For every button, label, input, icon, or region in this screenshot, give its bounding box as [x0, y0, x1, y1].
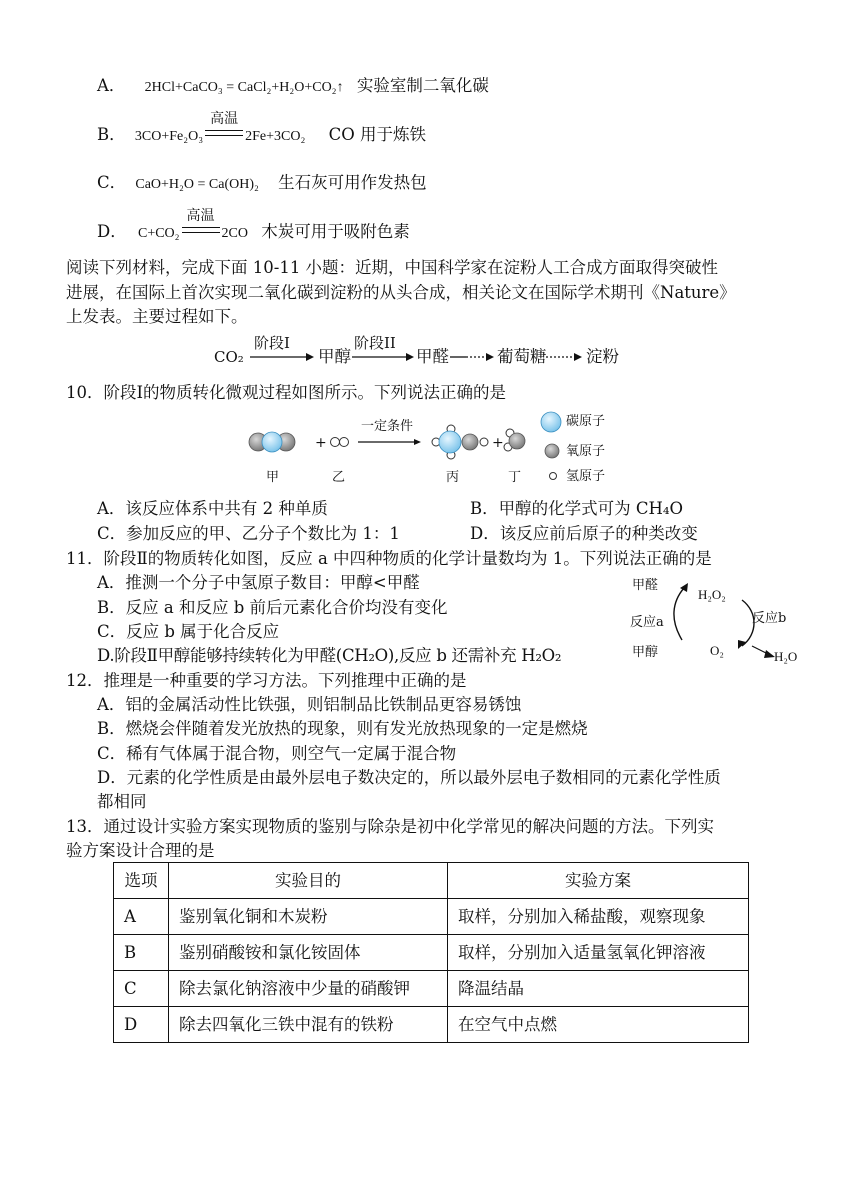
q10-label-yi: 乙 — [332, 470, 346, 485]
process-co2: CO₂ — [214, 348, 244, 366]
header-plan: 实验方案 — [448, 863, 749, 899]
q11-reaction-b: 反应b — [752, 611, 787, 626]
process-flow — [214, 330, 654, 370]
q11-option-b: B．反应 a 和反应 b 前后元素化合价均没有变化 — [97, 598, 448, 617]
q9-d-condition: 高温 — [186, 208, 215, 224]
q10-stem: 10．阶段Ⅰ的物质转化微观过程如图所示。下列说法正确的是 — [66, 383, 507, 402]
q11-formaldehyde: 甲醛 — [632, 578, 659, 593]
reading-line-1: 阅读下列材料，完成下面 10-11 小题：近期，中国科学家在淀粉人工合成方面取得突破性 — [66, 258, 719, 277]
atom-legend — [541, 412, 561, 480]
q11-h2o2: H₂O₂ — [698, 587, 726, 602]
q9-d-desc: 木炭可用于吸附色素 — [261, 222, 410, 241]
table-header-row — [114, 863, 749, 899]
q9-c-reaction: CaO+H₂O = Ca(OH)₂ — [135, 177, 259, 192]
row-c-option: C — [114, 971, 169, 1007]
q9-a-label: A． — [97, 76, 126, 95]
q11-cycle-diagram — [630, 572, 810, 664]
q12-option-a: A．铝的金属活动性比铁强，则铝制品比铁制品更容易锈蚀 — [97, 695, 522, 714]
q11-reaction-a: 反应a — [630, 615, 664, 630]
q12-option-d-line1: D．元素的化学性质是由最外层电子数决定的，所以最外层电子数相同的元素化学性质 — [97, 768, 721, 787]
q9-option-c — [97, 172, 427, 196]
process-glucose: 葡萄糖 — [497, 347, 547, 366]
q9-d-label: D． — [97, 222, 127, 241]
row-d-option: D — [114, 1007, 169, 1043]
q13-stem-line2: 验方案设计合理的是 — [66, 841, 215, 860]
q9-option-d — [97, 208, 410, 245]
reading-line-3: 上发表。主要过程如下。 — [66, 307, 248, 326]
q9-option-a — [97, 75, 489, 99]
q9-c-label: C． — [97, 173, 127, 192]
q10-option-c: C．参加反应的甲、乙分子个数比为 1：1 — [97, 524, 400, 543]
row-c-plan: 降温结晶 — [448, 971, 749, 1007]
q10-condition: 一定条件 — [361, 419, 414, 434]
q11-option-c: C．反应 b 属于化合反应 — [97, 622, 280, 641]
process-stage2: 阶段II — [354, 334, 396, 352]
q12-option-c: C．稀有气体属于混合物，则空气一定属于混合物 — [97, 744, 457, 763]
table-row — [114, 899, 749, 935]
q9-option-b — [97, 111, 426, 148]
q9-d-right: 2CO — [221, 226, 248, 241]
row-d-plan: 在空气中点燃 — [448, 1007, 749, 1043]
q12-option-d-line2: 都相同 — [97, 792, 147, 811]
row-c-purpose: 除去氯化钠溶液中少量的硝酸钾 — [169, 971, 448, 1007]
row-a-option: A — [114, 899, 169, 935]
q11-option-a: A．推测一个分子中氢原子数目：甲醇<甲醛 — [97, 573, 420, 592]
water-molecule — [504, 429, 525, 451]
q12-stem: 12．推理是一种重要的学习方法。下列推理中正确的是 — [66, 671, 467, 690]
q10-option-d: D．该反应前后原子的种类改变 — [470, 524, 698, 543]
q10-label-bing: 丙 — [446, 470, 460, 485]
q9-d-condition-sign — [182, 208, 220, 243]
process-starch: 淀粉 — [586, 347, 619, 366]
q13-options-table — [113, 862, 749, 1043]
h2-molecule — [331, 438, 349, 447]
table-row — [114, 1007, 749, 1043]
q10-label-ding: 丁 — [508, 470, 522, 485]
q9-b-label: B． — [97, 125, 126, 144]
row-d-purpose: 除去四氧化三铁中混有的铁粉 — [169, 1007, 448, 1043]
legend-hydrogen: 氢原子 — [566, 469, 606, 484]
methanol-molecule — [432, 425, 488, 459]
q9-b-condition: 高温 — [210, 111, 239, 127]
header-option: 选项 — [114, 863, 169, 899]
q9-a-desc: 实验室制二氧化碳 — [356, 76, 489, 95]
q9-b-desc: CO 用于炼铁 — [328, 125, 426, 144]
q10-diagram — [246, 410, 626, 490]
co2-molecule — [249, 432, 295, 452]
q10-option-a: A．该反应体系中共有 2 种单质 — [97, 499, 328, 518]
q10-option-b: B．甲醇的化学式可为 CH₄O — [470, 499, 684, 518]
table-row — [114, 935, 749, 971]
q11-stem: 11．阶段Ⅱ的物质转化如图，反应 a 中四种物质的化学计量数均为 1。下列说法正确的是 — [66, 549, 712, 568]
q10-plus-2: + — [492, 435, 504, 451]
q10-label-jia: 甲 — [266, 470, 280, 485]
reading-line-2: 进展，在国际上首次实现二氧化碳到淀粉的从头合成，相关论文在国际学术期刊《Nature》 — [66, 283, 736, 302]
q9-c-desc: 生石灰可用作发热包 — [278, 173, 427, 192]
q13-stem-line1: 13．通过设计实验方案实现物质的鉴别与除杂是初中化学常见的解决问题的方法。下列实 — [66, 817, 714, 836]
row-b-option: B — [114, 935, 169, 971]
row-b-purpose: 鉴别硝酸铵和氯化铵固体 — [169, 935, 448, 971]
q9-a-reaction: 2HCl+CaCO₃ = CaCl₂+H₂O+CO₂↑ — [144, 80, 344, 95]
q9-b-condition-sign — [205, 111, 243, 146]
q9-b-right: 2Fe+3CO₂ — [245, 129, 306, 144]
legend-carbon: 碳原子 — [566, 414, 606, 429]
process-formaldehyde: 甲醛 — [416, 347, 449, 366]
header-purpose: 实验目的 — [169, 863, 448, 899]
q11-option-d: D.阶段Ⅱ甲醇能够持续转化为甲醛(CH₂O),反应 b 还需补充 H₂O₂ — [97, 646, 562, 665]
process-stage1: 阶段I — [254, 334, 290, 352]
process-methanol: 甲醇 — [318, 347, 351, 366]
q11-h2o: H₂O — [774, 649, 798, 664]
q12-option-b: B．燃烧会伴随着发光放热的现象，则有发光放热现象的一定是燃烧 — [97, 719, 588, 738]
row-b-plan: 取样，分别加入适量氢氧化钾溶液 — [448, 935, 749, 971]
q10-plus-1: + — [315, 435, 327, 451]
row-a-plan: 取样，分别加入稀盐酸，观察现象 — [448, 899, 749, 935]
table-row — [114, 971, 749, 1007]
q11-methanol: 甲醇 — [632, 645, 659, 660]
q11-o2: O₂ — [710, 643, 724, 658]
q9-b-left: 3CO+Fe₂O₃ — [134, 129, 204, 144]
q9-d-left: C+CO₂ — [137, 226, 180, 241]
row-a-purpose: 鉴别氧化铜和木炭粉 — [169, 899, 448, 935]
legend-oxygen: 氧原子 — [566, 444, 606, 459]
